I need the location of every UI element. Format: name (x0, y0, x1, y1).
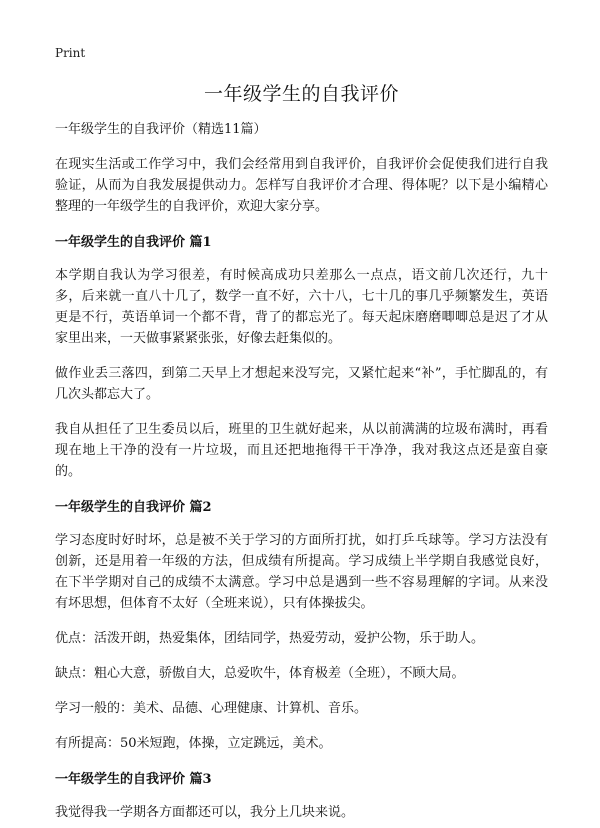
section-1-paragraph: 本学期自我认为学习很差，有时候高成功只差那么一点点，语文前几次还行，九十多，后来就一直八十几了，数学一直不好，六十八，七十几的事几乎频繁发生，英语更是不行，英语单词一个都不背，背了的都忘光了。每天起床磨磨唧唧总是迟了才从家里出来，一天做事紧紧张张，好像去赶集似的。 (55, 268, 548, 346)
page-title: 一年级学生的自我评价 (203, 83, 399, 105)
section-heading-3: 一年级学生的自我评价 篇3 (55, 772, 212, 787)
section-3-paragraph: 我觉得我一学期各方面都还可以，我分上几块来说。 (55, 805, 355, 820)
section-2-paragraph: 学习一般的：美术、品德、心理健康、计算机、音乐。 (55, 701, 368, 716)
section-1-paragraph: 我自从担任了卫生委员以后，班里的卫生就好起来，从以前满满的垃圾布满时，再看现在地上干净的没有一片垃圾，而且还把地拖得干干净净，我对我这点还是蛮自豪的。 (55, 422, 548, 479)
intro-paragraph: 在现实生活或工作学习中，我们会经常用到自我评价，自我评价会促使我们进行自我验证，从而为自我发展提供动力。怎样写自我评价才合理、得体呢？以下是小编精心整理的一年级学生的自我评价，欢迎大家分享。 (55, 157, 548, 214)
section-1-paragraph: 做作业丢三落四，到第二天早上才想起来没写完，又紧忙起来“补”，手忙脚乱的，有几次头都忘大了。 (55, 366, 548, 402)
print-link[interactable]: Print (55, 46, 86, 60)
document-subtitle: 一年级学生的自我评价（精选11篇） (55, 122, 267, 137)
section-2-paragraph: 缺点：粗心大意，骄傲自大，总爱吹牛，体育极差（全班），不顾大局。 (55, 666, 465, 681)
section-2-paragraph: 有所提高：50米短跑，体操，立定跳远，美术。 (55, 736, 332, 751)
section-2-paragraph: 学习态度时好时坏，总是被不关于学习的方面所打扰，如打乒乓球等。学习方法没有创新，还是用着一年级的方法，但成绩有所提高。学习成绩上半学期自我感觉良好，在下半学期对自己的成绩不太满意。学习中总是遇到一些不容易理解的字词。从来没有坏思想，但体育不太好（全班来说），只有体操拔尖。 (55, 533, 548, 611)
section-heading-1: 一年级学生的自我评价 篇1 (55, 235, 212, 250)
section-heading-2: 一年级学生的自我评价 篇2 (55, 500, 212, 515)
section-2-paragraph: 优点：活泼开朗，热爱集体，团结同学，热爱劳动，爱护公物，乐于助人。 (55, 631, 485, 646)
